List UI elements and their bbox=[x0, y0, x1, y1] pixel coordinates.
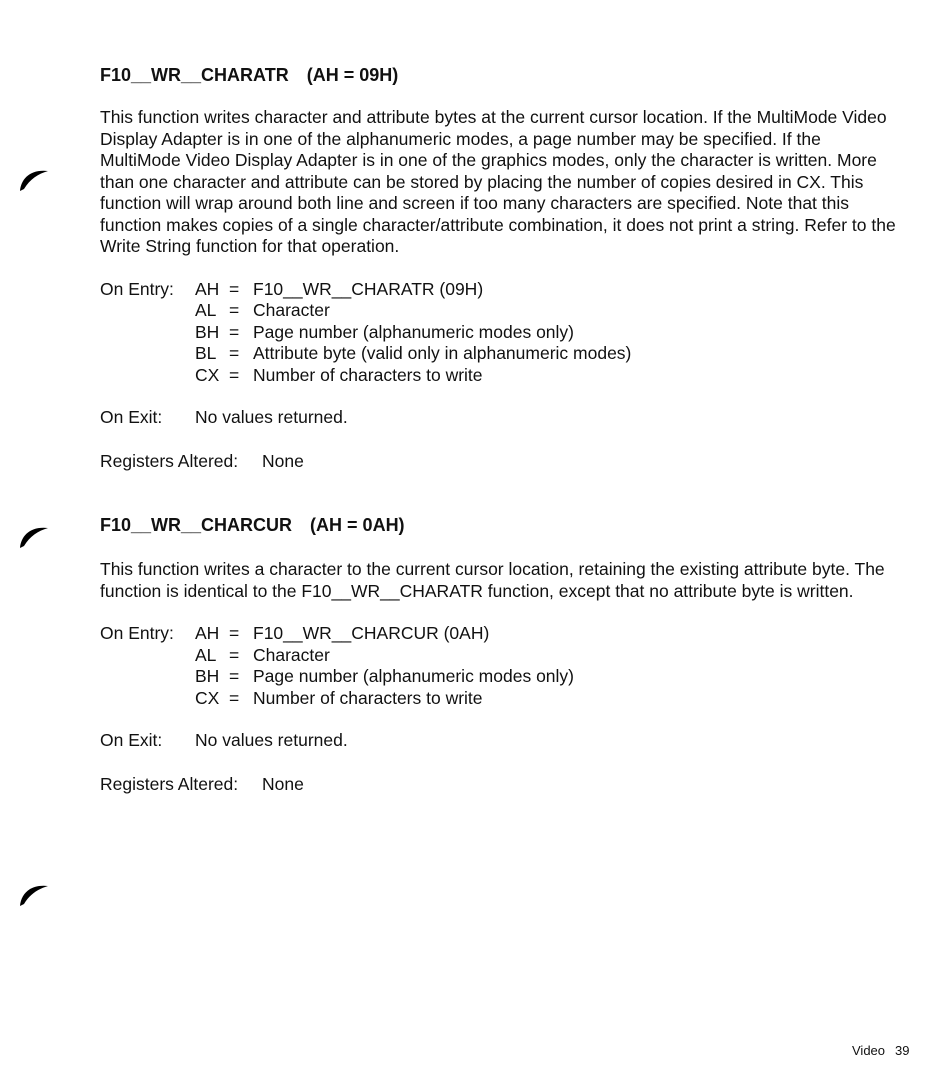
register-name: AH bbox=[195, 278, 220, 299]
function-section-charcur bbox=[100, 514, 900, 795]
registers-altered-value: None bbox=[262, 450, 304, 471]
entry-row bbox=[195, 365, 900, 387]
register-description: Character bbox=[253, 644, 330, 665]
entry-row bbox=[195, 343, 900, 365]
register-description: Attribute byte (valid only in alphanumeric modes) bbox=[253, 343, 632, 363]
register-description: Number of characters to write bbox=[253, 687, 483, 708]
register-name: CX bbox=[195, 364, 220, 385]
register-name: BH bbox=[195, 321, 220, 342]
register-description: F10__WR__CHARATR (09H) bbox=[253, 278, 484, 299]
registers-altered-line bbox=[100, 451, 900, 473]
equals-sign: = bbox=[229, 343, 240, 363]
function-section-charatr bbox=[100, 64, 900, 472]
registers-altered-value: None bbox=[262, 773, 304, 794]
equals-sign: = bbox=[229, 364, 240, 385]
function-description: This function writes a character to the current cursor location, retaining the existing attribute byte. The function is identical to the F10__WR__CHARATR function, except that no attribute byte is written. bbox=[100, 559, 885, 601]
equals-sign: = bbox=[229, 644, 240, 665]
on-entry-label: On Entry: bbox=[100, 278, 174, 299]
register-description: F10__WR__CHARCUR (0AH) bbox=[253, 623, 490, 643]
page-number: 39 bbox=[895, 1043, 910, 1058]
register-description: Page number (alphanumeric modes only) bbox=[253, 321, 574, 342]
on-exit-line bbox=[100, 730, 900, 752]
equals-sign: = bbox=[229, 666, 240, 686]
register-name: CX bbox=[195, 687, 220, 708]
function-heading bbox=[100, 514, 900, 536]
function-heading bbox=[100, 64, 900, 86]
registers-altered-label: Registers Altered: bbox=[100, 773, 239, 794]
registers-altered-line bbox=[100, 774, 900, 796]
on-entry-block bbox=[100, 623, 900, 709]
entry-row bbox=[195, 645, 900, 667]
function-code: (AH = 09H) bbox=[306, 65, 399, 85]
entry-row bbox=[195, 688, 900, 710]
register-name: BH bbox=[195, 666, 220, 686]
registers-altered-label: Registers Altered: bbox=[100, 450, 239, 471]
register-name: AL bbox=[195, 644, 217, 665]
function-description: This function writes character and attribute bytes at the current cursor location. If the MultiMode Video Display Adapter is in one of the alphanumeric modes, a page number may be specified. If the MultiMode Video Display Adapter is in one of the graphics modes, only the character is written. More than one character and attribute can be stored by placing the number of copies desired in CX. This function will wrap around both line and screen if too many characters are specified. Note that this function makes copies of a single character/attribute combination, it does not print a string. Refer to the Write String function for that operation. bbox=[100, 107, 896, 256]
on-exit-label: On Exit: bbox=[100, 407, 163, 427]
binder-hole-mark bbox=[18, 165, 50, 193]
footer-section-name: Video bbox=[852, 1043, 886, 1058]
on-entry-block bbox=[100, 279, 900, 387]
entry-row bbox=[195, 300, 900, 322]
register-description: Page number (alphanumeric modes only) bbox=[253, 666, 574, 686]
equals-sign: = bbox=[229, 687, 240, 708]
equals-sign: = bbox=[229, 300, 240, 320]
binder-hole-mark bbox=[18, 522, 50, 550]
function-name: F10__WR__CHARATR bbox=[100, 65, 289, 85]
on-entry-label: On Entry: bbox=[100, 623, 174, 643]
register-name: AL bbox=[195, 300, 217, 320]
on-exit-value: No values returned. bbox=[195, 730, 348, 750]
equals-sign: = bbox=[229, 623, 240, 643]
register-description: Character bbox=[253, 300, 330, 320]
function-code: (AH = 0AH) bbox=[310, 515, 405, 535]
binder-hole-mark bbox=[18, 880, 50, 908]
register-name: AH bbox=[195, 623, 220, 643]
on-exit-line bbox=[100, 407, 900, 429]
entry-row bbox=[195, 322, 900, 344]
page-footer bbox=[852, 1043, 909, 1059]
on-exit-value: No values returned. bbox=[195, 407, 348, 427]
register-name: BL bbox=[195, 343, 217, 363]
equals-sign: = bbox=[229, 321, 240, 342]
register-description: Number of characters to write bbox=[253, 364, 483, 385]
entry-row bbox=[195, 279, 900, 301]
entry-row bbox=[195, 666, 900, 688]
equals-sign: = bbox=[229, 278, 240, 299]
function-name: F10__WR__CHARCUR bbox=[100, 515, 293, 535]
entry-row bbox=[195, 623, 900, 645]
on-exit-label: On Exit: bbox=[100, 730, 163, 750]
